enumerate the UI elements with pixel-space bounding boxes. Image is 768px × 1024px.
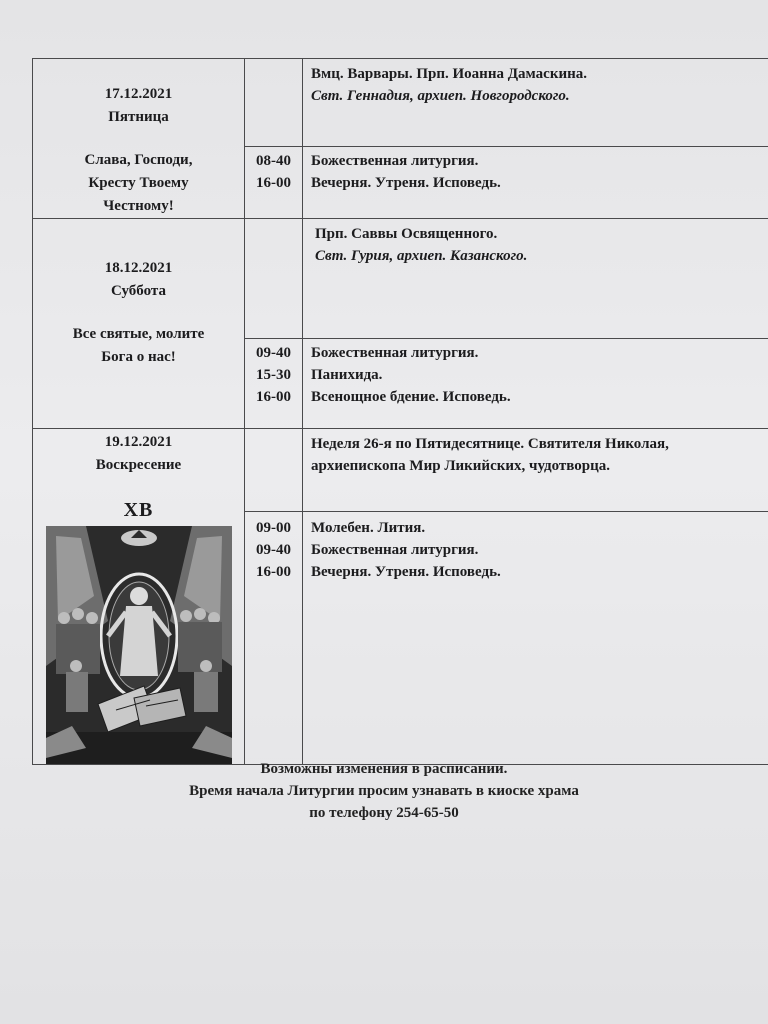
service-time: 09-00: [256, 519, 291, 536]
service-name: Божественная литургия.: [311, 345, 479, 361]
footer-liturgy-time: Время начала Литургии просим узнавать в киоске храма: [189, 783, 579, 799]
feast-cell: [303, 429, 768, 512]
time-cell: [245, 339, 303, 429]
feast-line: Вмц. Варвары. Прп. Иоанна Дамаскина.: [311, 66, 587, 82]
day-prayer: Кресту Твоему: [88, 175, 189, 191]
service-cell: [303, 147, 768, 219]
resurrection-icon: [46, 526, 232, 764]
footer-notice: Возможны изменения в расписании.: [260, 761, 508, 777]
time-cell: [245, 511, 303, 764]
service-time: 09-40: [256, 541, 291, 558]
day-cell: [33, 429, 245, 765]
day-row-feast: [33, 59, 768, 147]
day-row-feast: [33, 429, 768, 512]
service-time: 08-40: [256, 153, 291, 170]
schedule-footer: [0, 758, 768, 824]
service-time: 15-30: [256, 367, 291, 383]
feast-line: архиепископа Мир Ликийских, чудотворца.: [311, 458, 611, 474]
icon-label: ХВ: [123, 499, 154, 521]
feast-line: Прп. Саввы Освященного.: [315, 226, 498, 242]
day-date: 19.12.2021: [104, 434, 173, 450]
feast-cell: [303, 219, 768, 339]
day-prayer: Все святые, молите: [72, 326, 205, 342]
time-cell-empty: [245, 219, 303, 339]
day-row-feast: [33, 219, 768, 339]
day-prayer: Честному!: [103, 198, 174, 214]
footer-phone: по телефону 254-65-50: [309, 805, 459, 821]
day-cell: [33, 219, 245, 429]
time-cell-empty: [245, 59, 303, 147]
service-name: Всенощное бдение. Исповедь.: [311, 389, 511, 405]
feast-cell: [303, 59, 768, 147]
service-name: Божественная литургия.: [311, 541, 479, 558]
service-name: Божественная литургия.: [311, 153, 479, 170]
schedule-table: [32, 58, 768, 765]
service-time: 09-40: [256, 345, 291, 361]
feast-line-italic: Свт. Гурия, архиеп. Казанского.: [315, 248, 528, 264]
day-date: 18.12.2021: [104, 260, 173, 276]
day-weekday: Пятница: [108, 109, 169, 125]
service-cell: [303, 339, 768, 429]
day-cell: [33, 59, 245, 219]
service-name: Вечерня. Утреня. Исповедь.: [311, 175, 501, 192]
feast-line: Неделя 26-я по Пятидесятнице. Святителя Николая,: [311, 436, 669, 452]
icon-block: [33, 499, 244, 764]
service-time: 16-00: [256, 563, 291, 580]
day-weekday: Воскресение: [95, 457, 182, 473]
time-cell: [245, 147, 303, 219]
schedule-sheet: [32, 58, 768, 758]
day-prayer: Бога о нас!: [101, 349, 176, 365]
service-name: Вечерня. Утреня. Исповедь.: [311, 563, 501, 580]
feast-line-italic: Свт. Геннадия, архиеп. Новгородского.: [311, 88, 570, 104]
service-name: Панихида.: [311, 367, 383, 383]
day-prayer: Слава, Господи,: [84, 152, 193, 168]
day-date: 17.12.2021: [104, 86, 173, 102]
service-time: 16-00: [256, 175, 291, 192]
service-cell: [303, 511, 768, 764]
service-time: 16-00: [256, 389, 291, 405]
day-weekday: Суббота: [111, 283, 166, 299]
time-cell-empty: [245, 429, 303, 512]
service-name: Молебен. Лития.: [311, 519, 426, 536]
